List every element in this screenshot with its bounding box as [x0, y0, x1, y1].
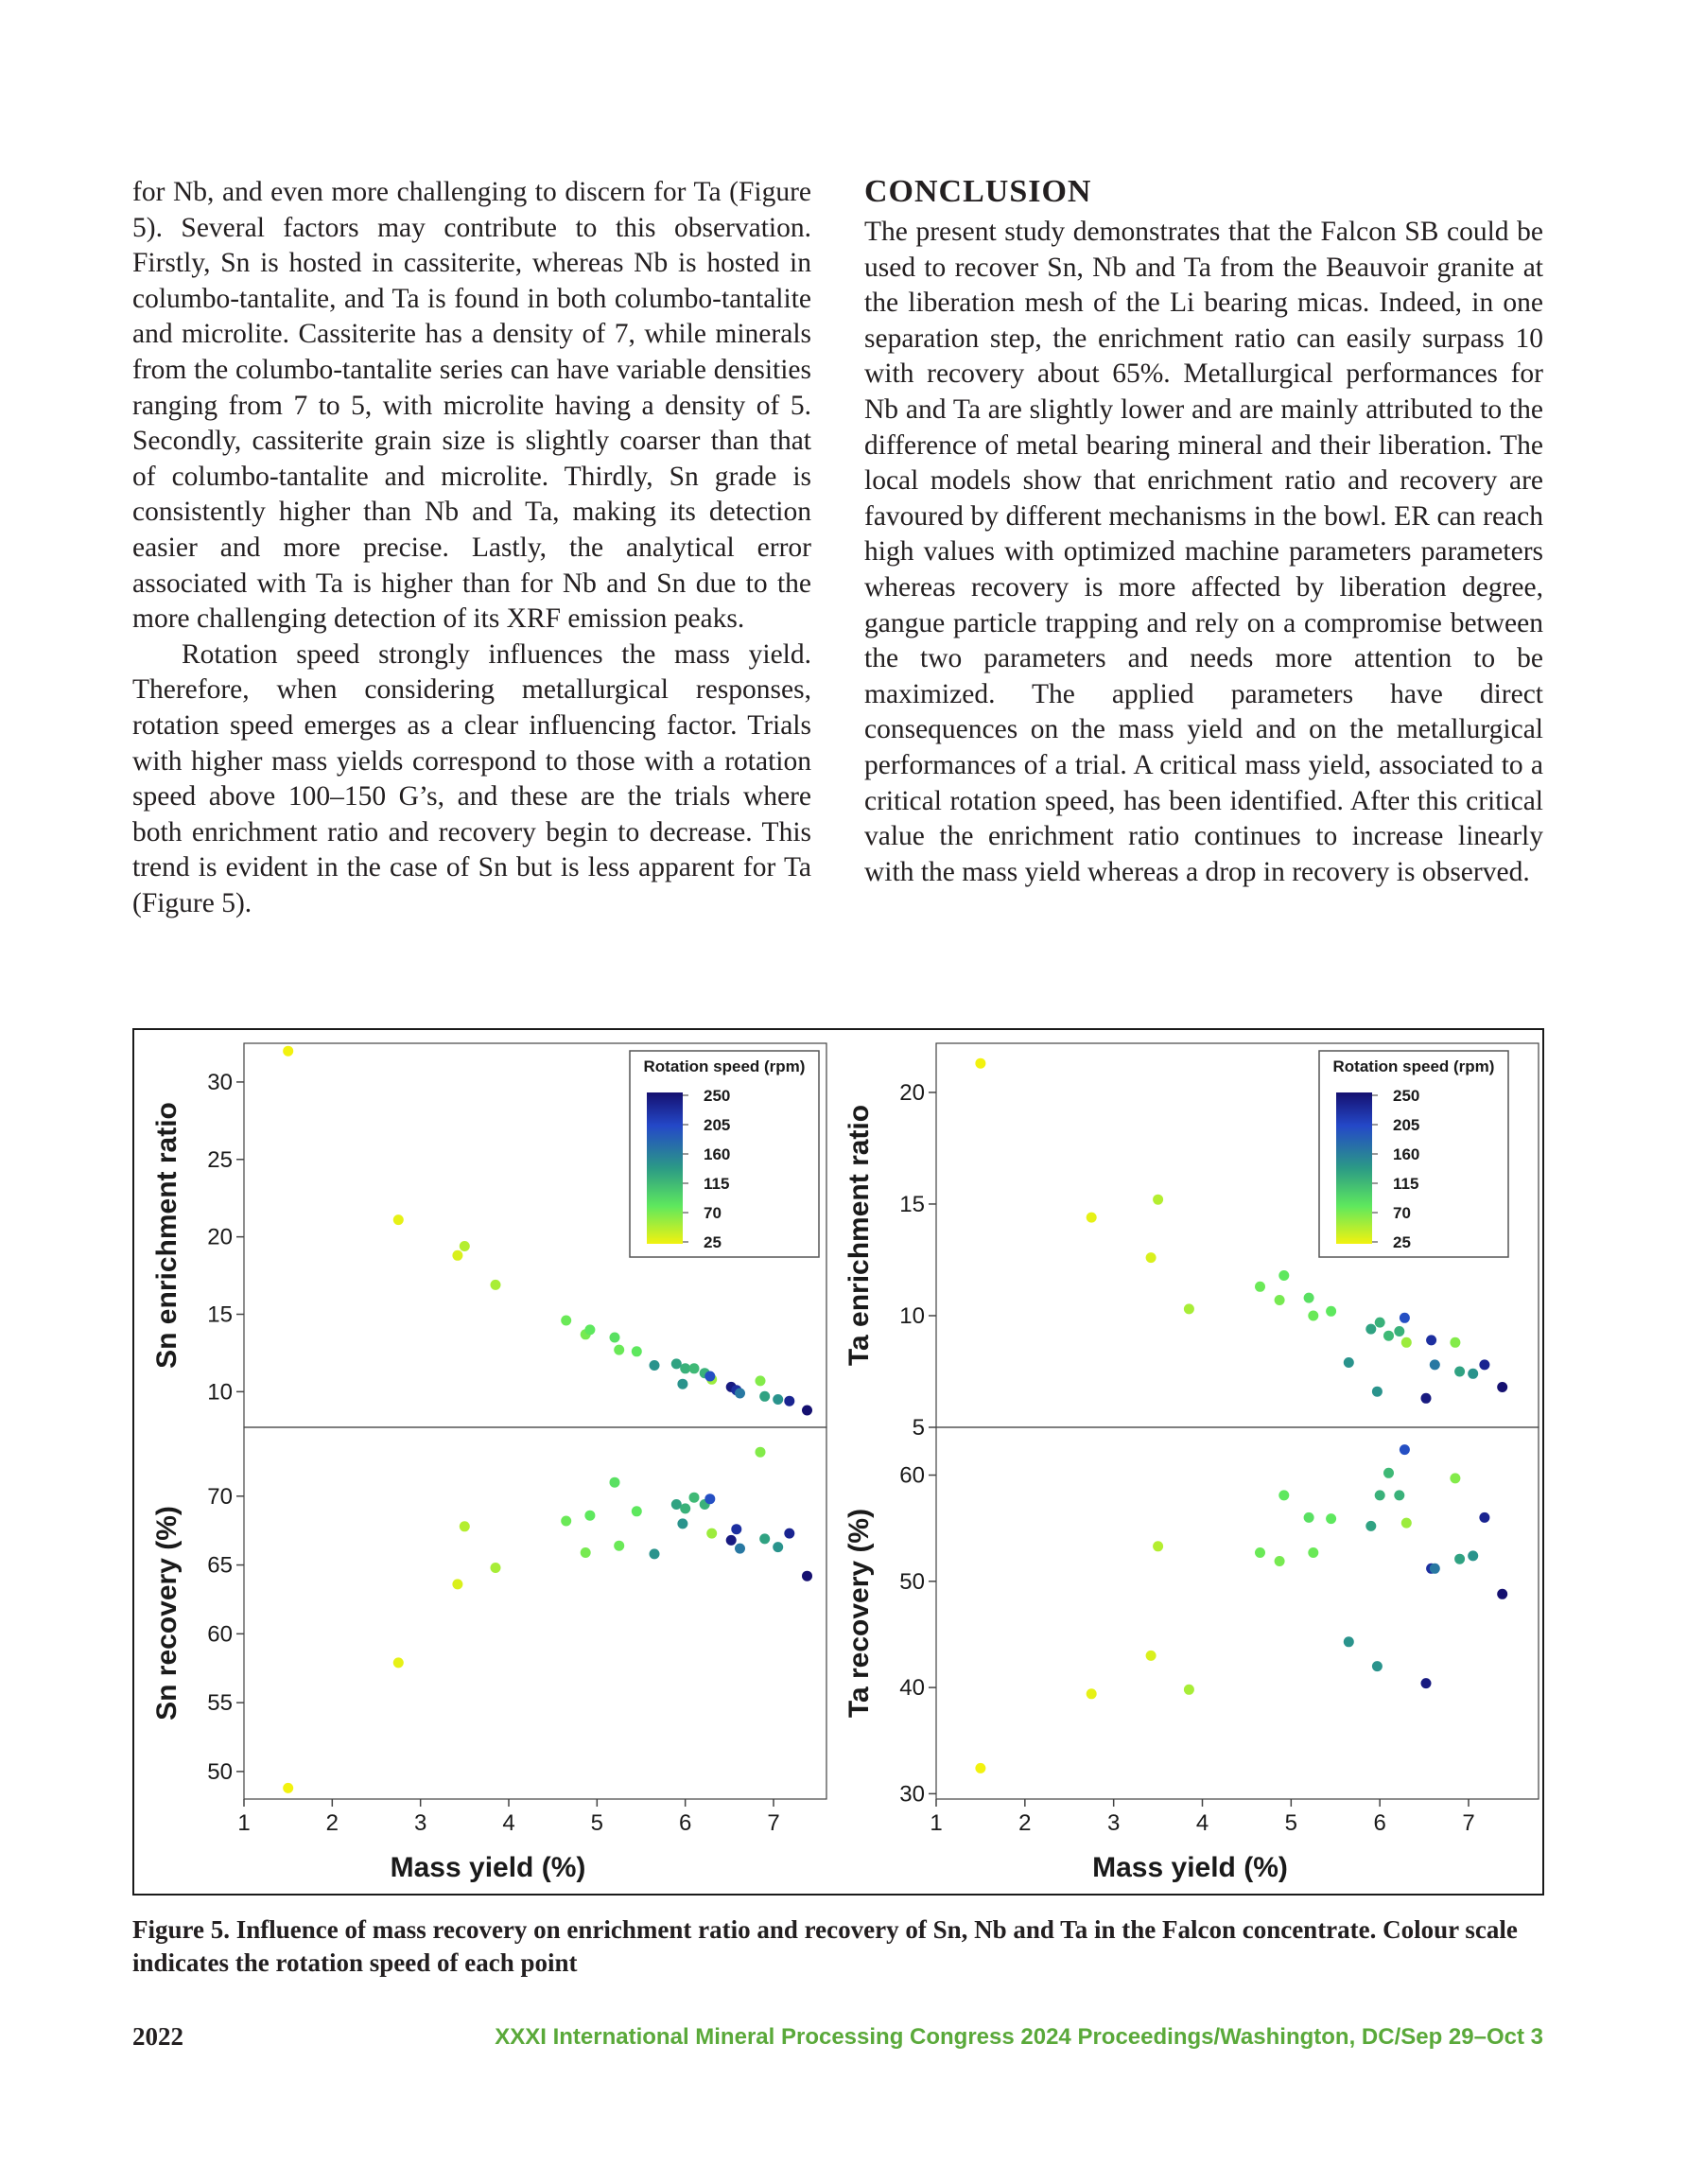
- top-right-data-point: [1278, 1270, 1289, 1281]
- bottom-left-data-point: [706, 1529, 717, 1539]
- top-left-data-point: [650, 1360, 660, 1371]
- bottom-right-data-point: [1454, 1554, 1465, 1564]
- top-right-data-point: [975, 1058, 985, 1069]
- top-right-ytick-label: 10: [899, 1302, 925, 1329]
- bottom-left-ytick-label: 60: [207, 1621, 233, 1648]
- right-text-column: [864, 173, 1543, 890]
- top-right-data-point: [1326, 1306, 1336, 1317]
- top-right-data-point: [1426, 1335, 1436, 1345]
- bottom-left-data-point: [283, 1783, 293, 1793]
- colorbar-tick-label-left: 70: [704, 1204, 722, 1222]
- bottom-right-data-point: [1275, 1556, 1285, 1566]
- top-left-data-point: [689, 1363, 700, 1373]
- bottom-left-xtick-label: 3: [413, 1810, 427, 1836]
- bottom-left-data-point: [581, 1547, 591, 1558]
- bottom-right-data-point: [1401, 1518, 1412, 1529]
- bottom-left-xtick-label: 5: [590, 1810, 604, 1836]
- top-right-data-point: [1421, 1393, 1432, 1404]
- bottom-right-data-point: [1421, 1678, 1432, 1688]
- top-right-data-point: [1401, 1337, 1412, 1348]
- top-right-data-point: [1430, 1359, 1440, 1370]
- top-right-data-point: [1304, 1293, 1314, 1303]
- top-left-data-point: [677, 1379, 687, 1389]
- bottom-right-data-point: [1326, 1513, 1336, 1524]
- top-right-data-point: [1375, 1318, 1385, 1328]
- top-left-data-point: [756, 1375, 766, 1386]
- top-left-data-point: [784, 1396, 794, 1406]
- conference-footer: XXXI International Mineral Processing Congress 2024 Proceedings/Washington, DC/Sep 29–Oct 3: [495, 2024, 1543, 2050]
- bottom-left-data-point: [773, 1542, 783, 1552]
- top-right-data-point: [1468, 1369, 1478, 1379]
- colorbar-tick-label-right: 205: [1393, 1116, 1420, 1134]
- left-text-column: [132, 175, 811, 921]
- bottom-right-data-point: [1394, 1490, 1404, 1500]
- bottom-right-data-point: [1383, 1468, 1394, 1478]
- bottom-right-data-point: [1255, 1547, 1265, 1558]
- bottom-left-data-point: [704, 1494, 715, 1504]
- bottom-right-data-point: [1344, 1636, 1354, 1647]
- bottom-right-ytick-label: 40: [899, 1675, 925, 1702]
- top-left-data-point: [773, 1394, 783, 1405]
- top-left-data-point: [610, 1333, 620, 1343]
- bottom-right-xtick-label: 7: [1462, 1810, 1475, 1836]
- bottom-right-xtick-label: 5: [1284, 1810, 1298, 1836]
- top-right-data-point: [1450, 1337, 1460, 1348]
- bottom-left-xlabel: Mass yield (%): [390, 1852, 586, 1883]
- bottom-left-data-point: [650, 1548, 660, 1559]
- top-left-ytick-label: 30: [207, 1069, 233, 1095]
- bottom-right-xlabel: Mass yield (%): [1092, 1852, 1288, 1883]
- top-left-data-point: [614, 1345, 624, 1355]
- bottom-left-data-point: [561, 1516, 571, 1527]
- colorbar-gradient-left: [647, 1092, 683, 1244]
- bottom-left-frame: [244, 1427, 826, 1799]
- top-right-data-point: [1497, 1382, 1507, 1392]
- top-right-ytick-label: 5: [912, 1415, 925, 1441]
- bottom-left-data-point: [802, 1571, 812, 1581]
- bottom-right-data-point: [1430, 1564, 1440, 1574]
- bottom-left-data-point: [726, 1535, 737, 1546]
- colorbar-tick-label-left: 115: [704, 1175, 730, 1193]
- bottom-left-data-point: [784, 1529, 794, 1539]
- top-right-data-point: [1153, 1195, 1163, 1205]
- bottom-left-data-point: [632, 1506, 642, 1516]
- bottom-right-data-point: [1308, 1547, 1318, 1558]
- top-left-data-point: [491, 1280, 501, 1290]
- figure-5-chart: [134, 1030, 1542, 1894]
- top-right-data-point: [1400, 1313, 1410, 1323]
- bottom-left-data-point: [393, 1657, 404, 1668]
- bottom-left-xtick-label: 4: [502, 1810, 515, 1836]
- colorbar-title-right: Rotation speed (rpm): [1332, 1057, 1495, 1075]
- colorbar-tick-label-right: 160: [1393, 1145, 1420, 1163]
- bottom-left-ytick-label: 55: [207, 1690, 233, 1717]
- colorbar-tick-label-right: 115: [1393, 1175, 1419, 1193]
- page-number: 2022: [132, 2022, 183, 2051]
- conclusion-paragraph: The present study demonstrates that the Falcon SB could be used to recover Sn, Nb and Ta from the Beauvoir granite at the liberation mesh of the Li bearing micas. Indeed, in one separation step, the enrichment ratio can easily surpass 10 with recovery about 65%. Metallurgical performances for Nb and Ta are slightly lower and are mainly attributed to the difference of metal bearing mineral and their liberation. The local models show that enrichment ratio and recovery are favoured by different mechanisms in the bowl. ER can reach high values with optimized machine parameters parameters whereas recovery is more affected by liberation degree, gangue particle trapping and rely on a compromise between the two parameters and needs more attention to be maximized. The applied parameters have direct consequences on the mass yield and on the metallurgical performances of a trial. A critical mass yield, associated to a critical rotation speed, has been identified. After this critical value the enrichment ratio continues to increase linearly with the mass yield whereas a drop in recovery is observed.: [864, 217, 1543, 887]
- top-right-data-point: [1479, 1359, 1489, 1370]
- bottom-right-data-point: [1372, 1661, 1383, 1671]
- bottom-left-data-point: [584, 1511, 595, 1521]
- top-left-data-point: [452, 1250, 462, 1261]
- bottom-right-data-point: [1450, 1473, 1460, 1483]
- top-right-data-point: [1454, 1367, 1465, 1377]
- colorbar-tick-label-right: 25: [1393, 1233, 1411, 1251]
- top-left-data-point: [802, 1406, 812, 1416]
- bottom-left-data-point: [460, 1521, 470, 1531]
- top-left-data-point: [671, 1358, 682, 1369]
- top-right-data-point: [1184, 1303, 1194, 1314]
- top-right-data-point: [1087, 1213, 1097, 1223]
- bottom-right-data-point: [975, 1763, 985, 1773]
- bottom-right-data-point: [1479, 1512, 1489, 1523]
- colorbar-title-left: Rotation speed (rpm): [643, 1057, 806, 1075]
- bottom-left-data-point: [759, 1533, 770, 1544]
- bottom-left-xtick-label: 1: [237, 1810, 251, 1836]
- figure-caption: Figure 5. Influence of mass recovery on enrichment ratio and recovery of Sn, Nb and Ta in the Falcon concentrate. Colour scale indicates the rotation speed of each point: [132, 1915, 1518, 1977]
- top-right-data-point: [1383, 1331, 1394, 1341]
- bottom-right-xtick-label: 1: [930, 1810, 943, 1836]
- colorbar-tick-label-left: 205: [704, 1116, 731, 1134]
- bottom-left-data-point: [614, 1541, 624, 1551]
- bottom-right-ylabel: Ta recovery (%): [844, 1508, 875, 1719]
- conclusion-heading: CONCLUSION: [864, 174, 1092, 209]
- top-right-data-point: [1308, 1311, 1318, 1321]
- bottom-left-data-point: [680, 1503, 690, 1513]
- bottom-left-ytick-label: 50: [207, 1758, 233, 1785]
- top-right-data-point: [1275, 1295, 1285, 1305]
- top-left-data-point: [561, 1316, 571, 1326]
- bottom-left-data-point: [452, 1579, 462, 1589]
- bottom-left-data-point: [677, 1518, 687, 1529]
- bottom-left-data-point: [735, 1544, 745, 1554]
- top-left-data-point: [584, 1324, 595, 1335]
- bottom-left-data-point: [689, 1493, 700, 1503]
- colorbar-tick-label-left: 250: [704, 1087, 731, 1105]
- top-right-ylabel: Ta enrichment ratio: [844, 1104, 875, 1367]
- bottom-right-xtick-label: 3: [1106, 1810, 1121, 1836]
- bottom-left-data-point: [671, 1499, 682, 1510]
- top-left-ytick-label: 15: [207, 1302, 233, 1328]
- top-left-data-point: [632, 1346, 642, 1356]
- left-paragraph-1: for Nb, and even more challenging to discern for Ta (Figure 5). Several factors may contribute to this observation. Firstly, Sn is hosted in cassiterite, whereas Nb is hosted in columbo-tantalite, and Ta is found in both columbo-tantalite and microlite. Cassiterite has a density of 7, while minerals from the columbo-tantalite series can have variable densities ranging from 7 to 5, with microlite having a density of 5. Secondly, cassiterite grain size is slightly coarser than that of columbo-tantalite and microlite. Thirdly, Sn grade is consistently higher than Nb and Ta, making its detection easier and more precise. Lastly, the analytical error associated with Ta is higher than for Nb and Sn due to the more challenging detection of its XRF emission peaks.: [132, 177, 811, 635]
- top-left-ytick-label: 25: [207, 1146, 233, 1173]
- colorbar-tick-label-right: 250: [1393, 1087, 1420, 1105]
- colorbar-tick-label-right: 70: [1393, 1204, 1411, 1222]
- top-left-data-point: [393, 1214, 404, 1225]
- bottom-right-xtick-label: 6: [1373, 1810, 1386, 1836]
- bottom-right-ytick-label: 60: [899, 1462, 925, 1489]
- top-left-ylabel: Sn enrichment ratio: [151, 1102, 183, 1369]
- figure-5: [132, 1028, 1544, 1896]
- top-left-ytick-label: 10: [207, 1379, 233, 1406]
- bottom-right-data-point: [1365, 1521, 1376, 1531]
- bottom-left-data-point: [491, 1563, 501, 1573]
- bottom-right-data-point: [1304, 1512, 1314, 1523]
- bottom-right-data-point: [1146, 1651, 1157, 1661]
- bottom-left-ytick-label: 65: [207, 1552, 233, 1579]
- bottom-right-ytick-label: 50: [899, 1568, 925, 1595]
- bottom-right-data-point: [1400, 1444, 1410, 1455]
- top-right-data-point: [1146, 1252, 1157, 1263]
- top-right-ytick-label: 15: [899, 1191, 925, 1217]
- bottom-left-ylabel: Sn recovery (%): [151, 1506, 183, 1721]
- colorbar-gradient-right: [1336, 1092, 1372, 1244]
- bottom-right-data-point: [1497, 1589, 1507, 1599]
- top-left-data-point: [735, 1389, 745, 1399]
- bottom-right-data-point: [1375, 1490, 1385, 1500]
- bottom-left-ytick-label: 70: [207, 1483, 233, 1510]
- top-right-data-point: [1365, 1324, 1376, 1335]
- top-left-ytick-label: 20: [207, 1224, 233, 1250]
- bottom-right-xtick-label: 2: [1018, 1810, 1032, 1836]
- bottom-left-data-point: [731, 1524, 741, 1534]
- top-left-data-point: [283, 1046, 293, 1057]
- left-paragraph-2: Rotation speed strongly influences the mass yield. Therefore, when considering metallurgical responses, rotation speed emerges as a clear influencing factor. Trials with higher mass yields correspond to those with a rotation speed above 100–150 G’s, and these are the trials where both enrichment ratio and recovery begin to decrease. This trend is evident in the case of Sn but is less apparent for Ta (Figure 5).: [132, 638, 811, 918]
- top-right-data-point: [1394, 1326, 1404, 1337]
- bottom-right-frame: [936, 1427, 1539, 1799]
- top-left-data-point: [460, 1241, 470, 1251]
- top-right-data-point: [1255, 1282, 1265, 1292]
- top-right-data-point: [1372, 1387, 1383, 1397]
- bottom-left-data-point: [610, 1477, 620, 1488]
- bottom-right-xtick-label: 4: [1195, 1810, 1209, 1836]
- bottom-right-data-point: [1278, 1490, 1289, 1500]
- bottom-right-data-point: [1468, 1550, 1478, 1561]
- bottom-left-xtick-label: 7: [767, 1810, 780, 1836]
- top-right-ytick-label: 20: [899, 1079, 925, 1106]
- top-right-data-point: [1344, 1357, 1354, 1368]
- bottom-right-data-point: [1184, 1685, 1194, 1695]
- bottom-right-data-point: [1087, 1688, 1097, 1699]
- bottom-right-data-point: [1153, 1541, 1163, 1551]
- top-left-data-point: [759, 1391, 770, 1402]
- colorbar-tick-label-left: 160: [704, 1145, 731, 1163]
- top-left-data-point: [704, 1372, 715, 1382]
- colorbar-tick-label-left: 25: [704, 1233, 722, 1251]
- bottom-left-data-point: [756, 1447, 766, 1458]
- bottom-left-xtick-label: 6: [678, 1810, 692, 1836]
- bottom-right-ytick-label: 30: [899, 1781, 925, 1808]
- bottom-left-xtick-label: 2: [325, 1810, 339, 1836]
